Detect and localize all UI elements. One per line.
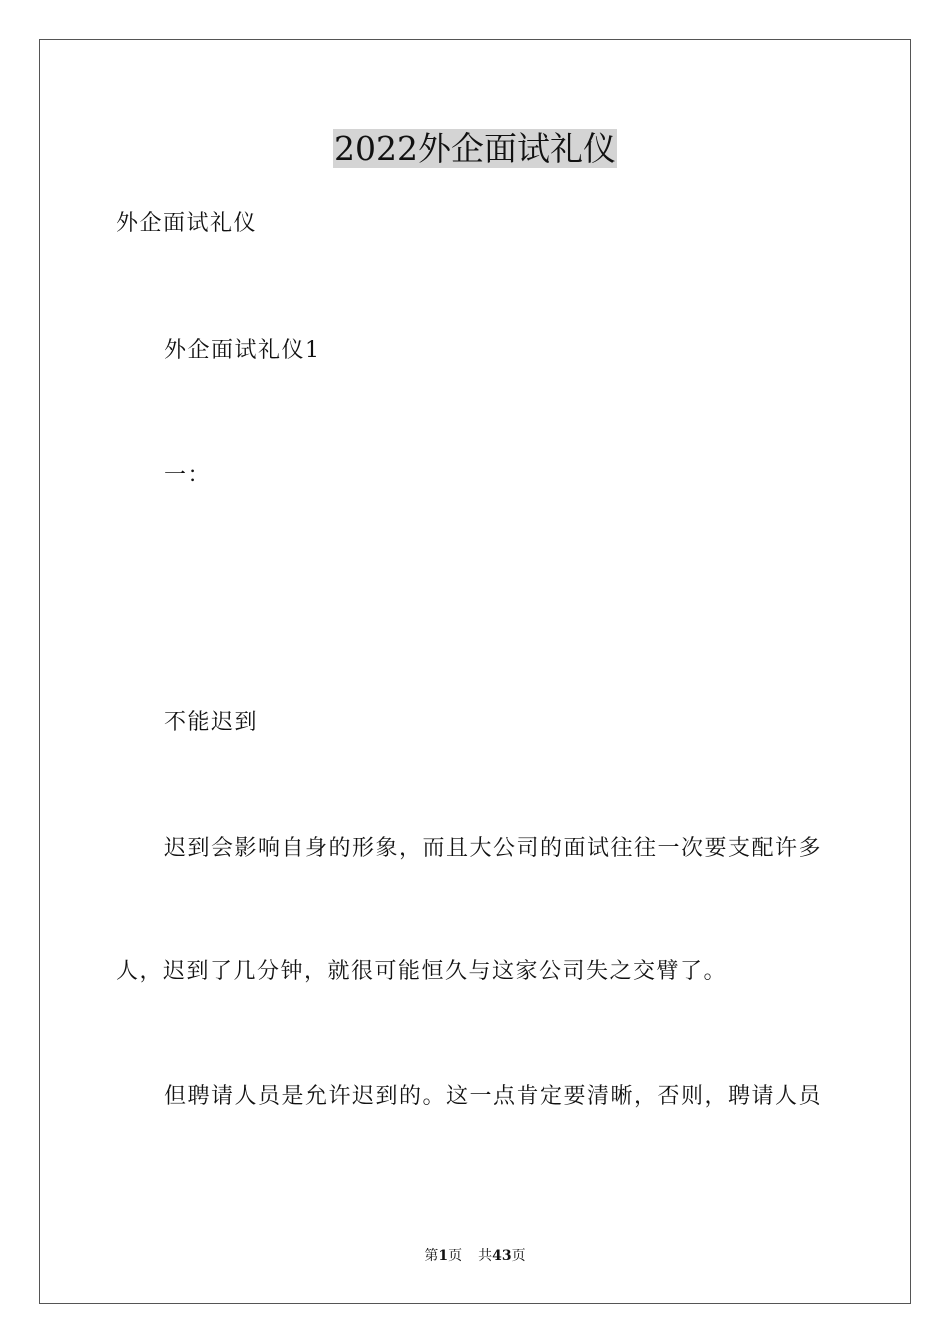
- page-footer: [0, 1246, 950, 1266]
- page-suffix: 页: [448, 1248, 463, 1264]
- page-prefix: 第: [424, 1248, 439, 1264]
- document-subtitle: 外企面试礼仪: [116, 211, 258, 236]
- total-pages: 43: [492, 1248, 512, 1264]
- document-title: [0, 128, 950, 170]
- section-heading: 外企面试礼仪1: [164, 338, 321, 363]
- item-marker: 一：: [164, 463, 212, 488]
- paragraph-line: 但聘请人员是允许迟到的。这一点肯定要清晰，否则，聘请人员: [164, 1084, 823, 1109]
- paragraph-line: 迟到会影响自身的形象，而且大公司的面试往往一次要支配许多: [164, 836, 823, 861]
- page-number: 1: [438, 1248, 449, 1264]
- total-suffix: 页: [511, 1248, 526, 1264]
- total-prefix: 共: [478, 1248, 493, 1264]
- paragraph-line: 人，迟到了几分钟，就很可能恒久与这家公司失之交臂了。: [116, 959, 728, 984]
- document-title-text: 2022外企面试礼仪: [334, 129, 616, 168]
- subheading: 不能迟到: [164, 710, 259, 735]
